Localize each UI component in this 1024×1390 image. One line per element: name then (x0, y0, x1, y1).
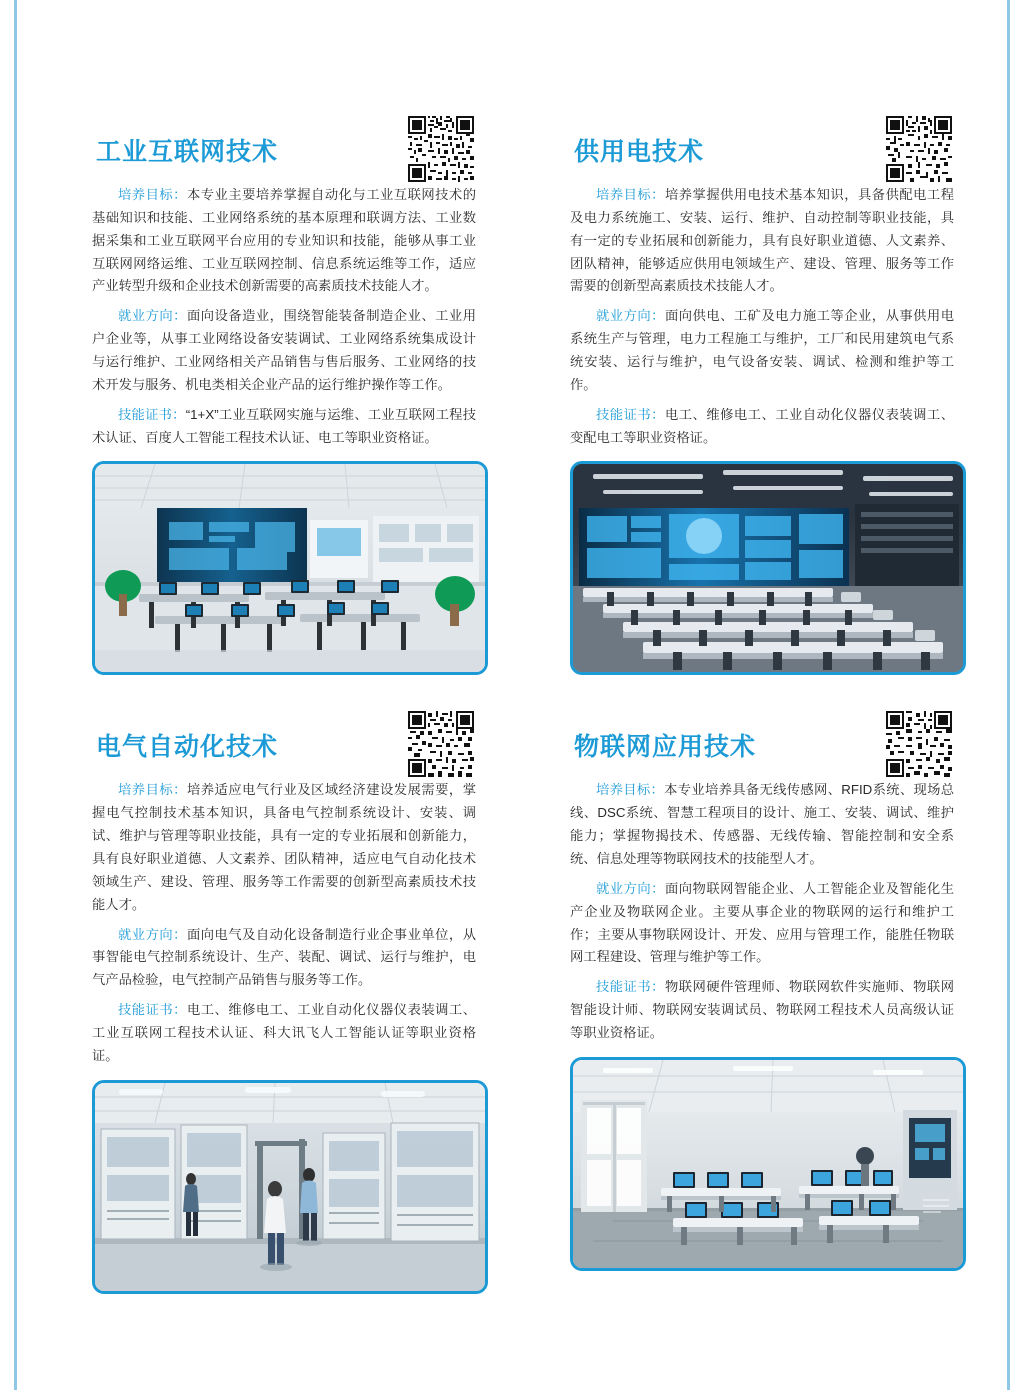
paragraph-lead: 培养目标： (118, 187, 187, 202)
paragraph-certificates (538, 976, 964, 1045)
paragraph-text: 培养适应电气行业及区域经济建设发展需要，掌握电气控制技术基本知识，具备电气控制系统设计、安装、调试、维护与管理等职业技能，具有一定的专业拓展和创新能力，具有良好职业道德、人文素养、团队精神，适应电气自动化技术领域生产、建设、管理、服务等工作需要的创新型高素质技术技能人才。 (92, 782, 477, 912)
paragraph-text: 面向供电、工矿及电力施工等企业，从事供用电系统生产与管理，电力工程施工与维护，工厂和民用建筑电气系统安装、运行与维护，电气设备安装、调试、检测和维护等工作。 (570, 308, 955, 392)
program-card-industrial-internet (60, 110, 486, 675)
paragraph-lead: 就业方向： (118, 926, 187, 942)
card-header (60, 110, 486, 184)
power-supply-lab-photo (570, 461, 966, 675)
qr-code-icon[interactable] (886, 116, 952, 182)
paragraph-employment (60, 305, 486, 396)
paragraph-text: 电工、维修电工、工业自动化仪器仪表装调工、变配电工等职业资格证。 (570, 406, 955, 445)
paragraph-employment (538, 878, 964, 969)
card-header (60, 705, 486, 779)
paragraph-lead: 技能证书： (118, 406, 186, 422)
paragraph-lead: 技能证书： (596, 979, 665, 995)
paragraph-objective (538, 779, 964, 870)
qr-code-icon[interactable] (408, 711, 474, 777)
paragraph-employment (538, 305, 964, 396)
paragraph-lead: 培养目标： (596, 782, 665, 798)
page-title: 物联网应用技术 (574, 733, 757, 762)
paragraph-lead: 技能证书： (596, 406, 665, 422)
iot-lab-photo (570, 1057, 966, 1271)
card-header (538, 110, 964, 184)
paragraph-certificates (60, 404, 486, 450)
paragraph-lead: 培养目标： (596, 187, 665, 202)
paragraph-objective (60, 779, 486, 916)
paragraph-employment (60, 924, 486, 993)
electrical-automation-lab-photo (92, 1080, 488, 1294)
paragraph-text: “1+X”工业互联网实施与运维、工业互联网工程技术认证、百度人工智能工程技术认证、电工等职业资格证。 (92, 406, 476, 445)
card-header (538, 705, 964, 779)
paragraph-lead: 就业方向： (596, 308, 665, 324)
paragraph-text: 面向电气及自动化设备制造行业企事业单位，从事智能电气控制系统设计、生产、装配、调试、运行与维护，电气产品检验，电气控制产品销售与服务等工作。 (92, 926, 477, 988)
paragraph-text: 本专业培养具备无线传感网、RFID系统、现场总线、DSC系统、智慧工程项目的设计、施工、安装、调试、维护能力；掌握物揭技术、传感器、无线传输、智能控制和安全系统、信息处理等物联网技术的技能型人才。 (570, 782, 954, 867)
paragraph-text: 培养掌握供用电技术基本知识，具备供配电工程及电力系统施工、安装、运行、维护、自动控制等职业技能，具有一定的专业拓展和创新能力，具有良好职业道德、人文素养、团队精神，能够适应供用电领域生产、建设、管理、服务等工作需要的创新型高素质技术技能人才。 (570, 187, 955, 294)
program-cards-grid (60, 110, 964, 1294)
paragraph-lead: 技能证书： (118, 1002, 187, 1018)
qr-code-icon[interactable] (408, 116, 474, 182)
program-card-power-supply (538, 110, 964, 675)
paragraph-certificates (60, 999, 486, 1068)
industrial-internet-lab-photo (92, 461, 488, 675)
paragraph-text: 电工、维修电工、工业自动化仪器仪表装调工、工业互联网工程技术认证、科大讯飞人工智能认证等职业资格证。 (92, 1002, 477, 1063)
right-edge-rule (1007, 0, 1010, 1390)
paragraph-text: 本专业主要培养掌握自动化与工业互联网技术的基础知识和技能、工业网络系统的基本原理和联调方法、工业数据采集和工业互联网平台应用的专业知识和技能，能够从事工业互联网网络运维、工业互联网控制、信息系统运维等工作，适应产业转型升级和企业技术创新需要的高素质技术技能人才。 (92, 187, 477, 294)
page-title: 电气自动化技术 (96, 733, 279, 762)
page-title: 供用电技术 (574, 138, 705, 166)
program-card-electrical-automation (60, 705, 486, 1293)
paragraph-text: 物联网硬件管理师、物联网软件实施师、物联网智能设计师、物联网安装调试员、物联网工程技术人员高级认证等职业资格证。 (570, 979, 955, 1041)
program-card-iot (538, 705, 964, 1293)
paragraph-text: 面向设备造业，围绕智能装备制造企业、工业用户企业等，从事工业网络设备安装调试、工业网络系统集成设计与运行维护、工业网络相关产品销售与售后服务、工业网络的技术开发与服务、机电类相关企业产品的运行维护操作等工作。 (92, 308, 477, 392)
left-edge-rule (14, 0, 17, 1390)
paragraph-certificates (538, 404, 964, 450)
paragraph-objective (60, 184, 486, 298)
paragraph-objective (538, 184, 964, 298)
paragraph-lead: 就业方向： (118, 308, 187, 324)
page-title: 工业互联网技术 (96, 138, 279, 166)
paragraph-lead: 培养目标： (118, 782, 187, 798)
paragraph-text: 面向物联网智能企业、人工智能企业及智能化生产企业及物联网企业。主要从事企业的物联网的运行和维护工作；主要从事物联网设计、开发、应用与管理工作，能胜任物联网工程建设、管理与维护等工作。 (570, 880, 955, 965)
qr-code-icon[interactable] (886, 711, 952, 777)
paragraph-lead: 就业方向： (596, 880, 665, 896)
